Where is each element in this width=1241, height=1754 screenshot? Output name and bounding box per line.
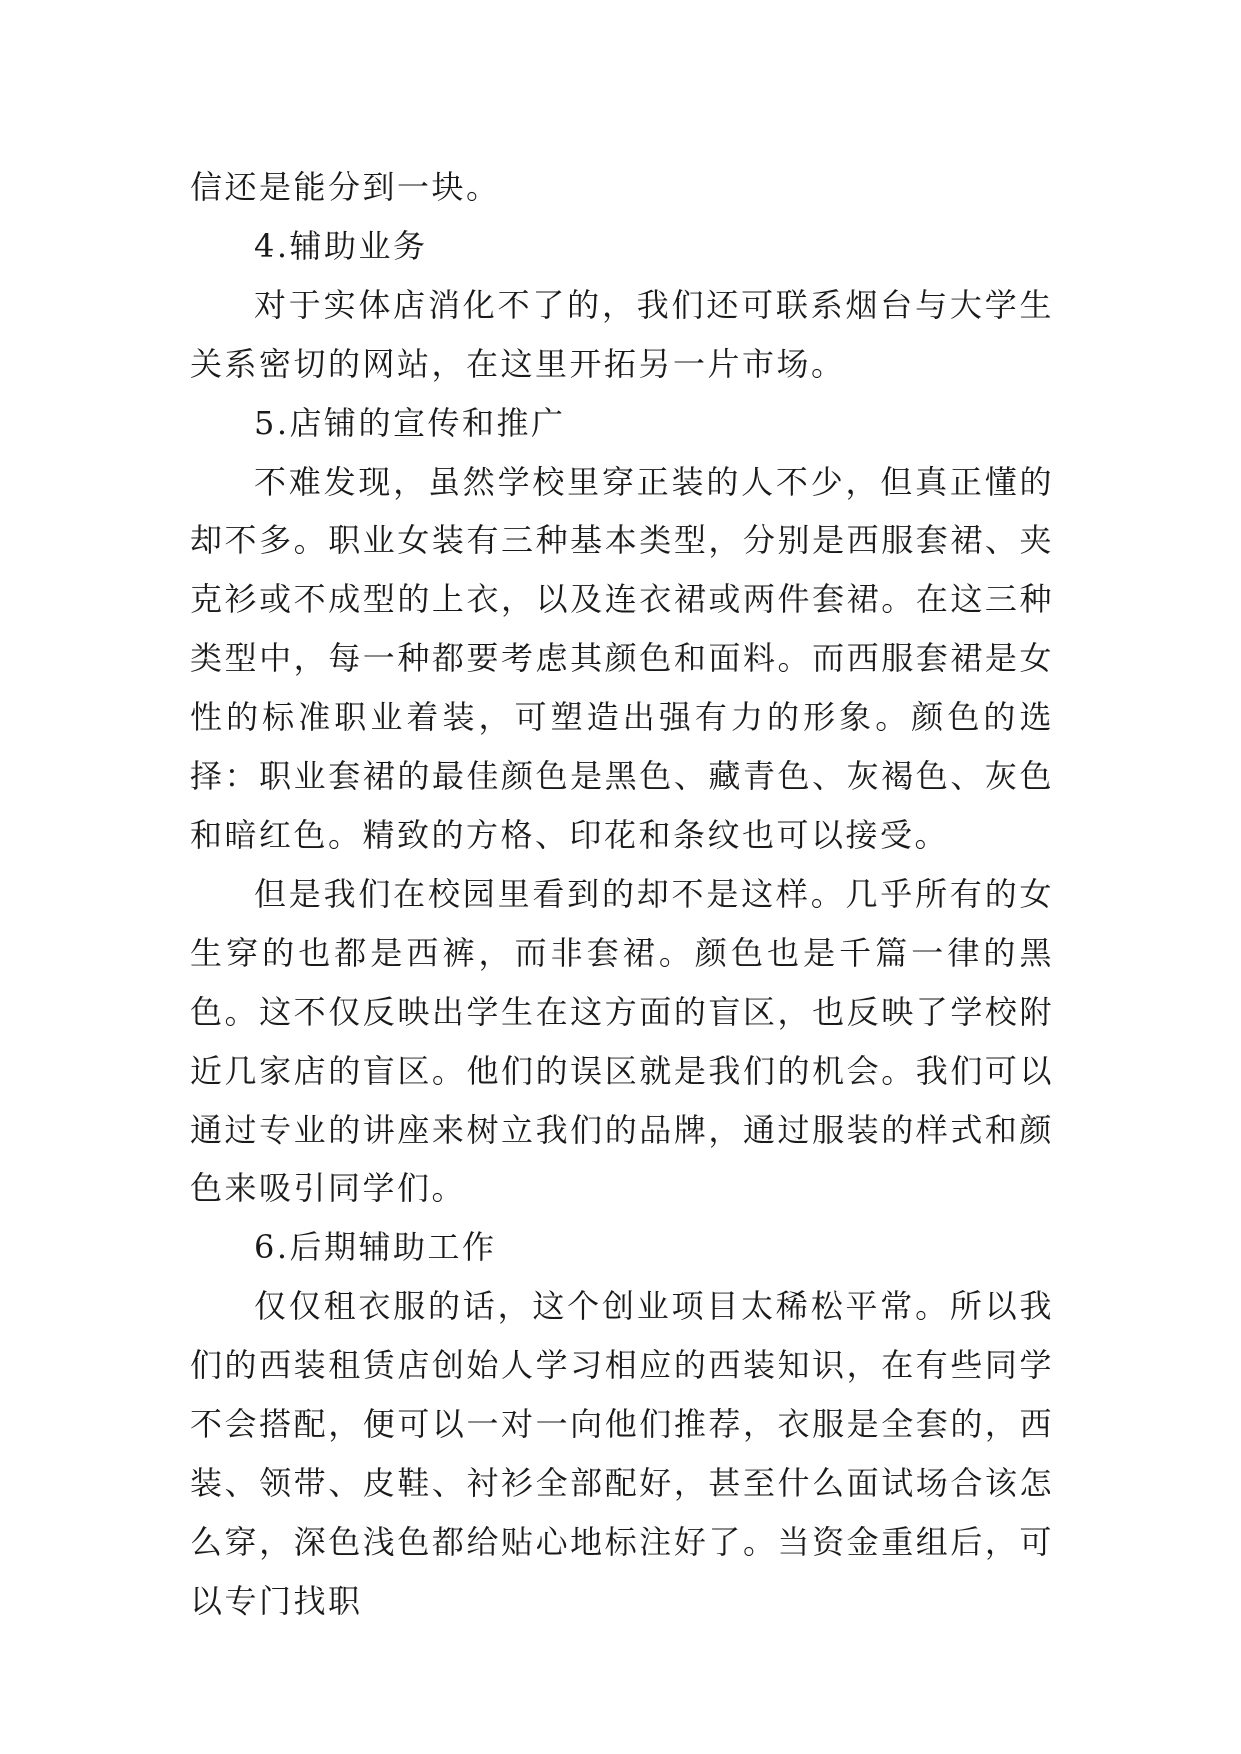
section-heading-5: 5.店铺的宣传和推广	[254, 403, 566, 442]
section-heading-6: 6.后期辅助工作	[254, 1228, 497, 1267]
paragraph-promotion-2: 但是我们在校园里看到的却不是这样。几乎所有的女生穿的也都是西裤，而非套裙。颜色也是千篇一律的黑色。这不仅反映出学生在这方面的盲区，也反映了学校附近几家店的盲区。他们的误区就是我们的机会。我们可以通过专业的讲座来树立我们的品牌，通过服装的样式和颜色来吸引同学们。	[190, 874, 1054, 1208]
document-body	[190, 158, 1054, 1631]
paragraph-continuation: 信还是能分到一块。	[190, 168, 501, 206]
paragraph-later-work: 仅仅租衣服的话，这个创业项目太稀松平常。所以我们的西装租赁店创始人学习相应的西装知识，在有些同学不会搭配，便可以一对一向他们推荐，衣服是全套的，西装、领带、皮鞋、衬衫全部配好，甚至什么面试场合该怎么穿，深色浅色都给贴心地标注好了。当资金重组后，可以专门找职	[190, 1287, 1054, 1620]
section-heading-4: 4.辅助业务	[254, 226, 428, 265]
paragraph-auxiliary-business: 对于实体店消化不了的，我们还可联系烟台与大学生关系密切的网站，在这里开拓另一片市场。	[190, 285, 1054, 383]
paragraph-promotion-1: 不难发现，虽然学校里穿正装的人不少，但真正懂的却不多。职业女装有三种基本类型，分别是西服套裙、夹克衫或不成型的上衣，以及连衣裙或两件套裙。在这三种类型中，每一种都要考虑其颜色和面料。而西服套裙是女性的标准职业着装，可塑造出强有力的形象。颜色的选择：职业套裙的最佳颜色是黑色、藏青色、灰褐色、灰色和暗红色。精致的方格、印花和条纹也可以接受。	[190, 462, 1054, 854]
